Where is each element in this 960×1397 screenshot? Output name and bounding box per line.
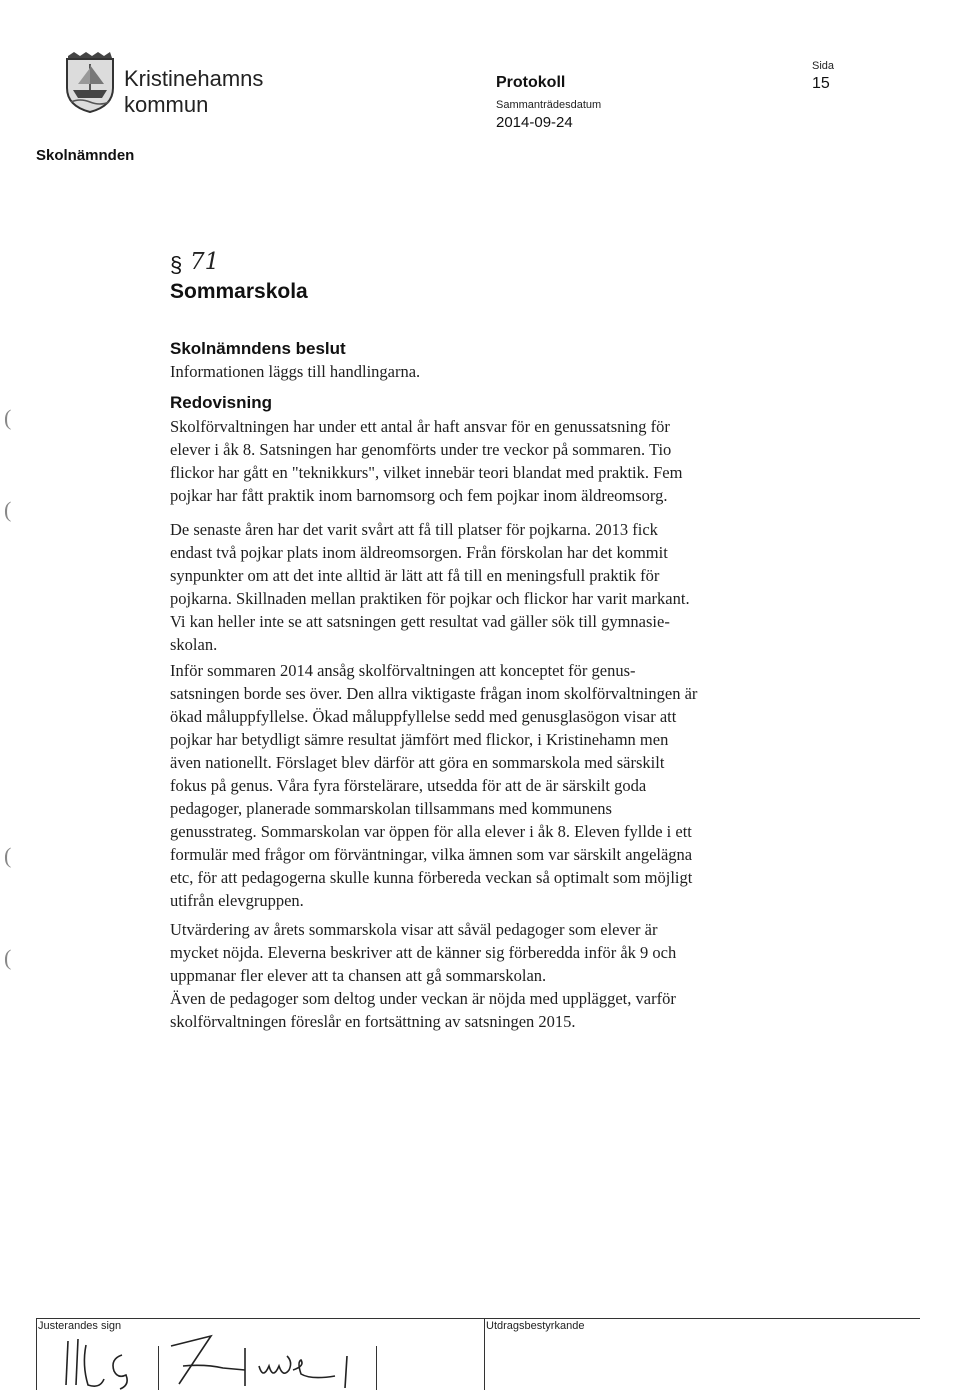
report-line: Skolförvaltningen har under ett antal år haft ansvar för en genussatsning för (170, 417, 670, 436)
footer-divider-tick (484, 1318, 485, 1390)
handwritten-signature (165, 1326, 355, 1390)
report-line: skolförvaltningen föreslår en fortsättning av satsningen 2015. (170, 1012, 576, 1031)
meeting-date: 2014-09-24 (496, 114, 573, 131)
footer-signature-label: Justerandes sign (38, 1320, 122, 1332)
report-line: De senaste åren har det varit svårt att få till platser för pojkarna. 2013 fick (170, 520, 658, 539)
committee-name: Skolnämnden (36, 147, 135, 164)
report-line: Inför sommaren 2014 ansåg skolförvaltningen att konceptet för genus- (170, 661, 636, 680)
report-line: Utvärdering av årets sommarskola visar att såväl pedagoger som elever är (170, 920, 658, 939)
margin-mark: ( (4, 497, 12, 522)
report-line: pojkar har betydligt sämre resultat jämfört med flickor, i Kristinehamn men (170, 730, 669, 749)
decision-heading: Skolnämndens beslut (170, 339, 346, 358)
report-line: endast två pojkar plats inom äldreomsorgen. Från förskolan har det kommit (170, 543, 668, 562)
document-type: Protokoll (496, 74, 566, 91)
page-number: 15 (812, 75, 830, 92)
footer-divider-tick (36, 1318, 37, 1390)
report-line: pedagoger, planerade sommarskolan tillsammans med kommunens (170, 799, 612, 818)
organization-name (124, 66, 263, 118)
report-line: skolan. (170, 635, 218, 654)
report-line: fokus på genus. Våra fyra förstelärare, utsedda för att de är särskilt goda (170, 776, 647, 795)
report-line: utifrån elevgruppen. (170, 891, 304, 910)
footer-certification-label: Utdragsbestyrkande (486, 1320, 585, 1332)
report-line: flickor har gått en "teknikkurs", vilket innebär teori blandat med praktik. Fem (170, 463, 683, 482)
footer-divider-tick (158, 1346, 159, 1390)
margin-mark: ( (4, 405, 12, 430)
report-line: etc, för att pedagogerna skulle kunna förbereda veckan så optimalt som möjligt (170, 868, 693, 887)
footer-divider (36, 1318, 920, 1319)
report-line: ökad måluppfyllelse. Ökad måluppfyllelse sedd med genusglasögon visar att (170, 707, 677, 726)
paragraph-number: 71 (190, 249, 220, 275)
report-line: genusstrateg. Sommarskolan var öppen för alla elever i åk 8. Eleven fyllde i ett (170, 822, 692, 841)
meeting-date-label: Sammanträdesdatum (496, 99, 602, 111)
report-line: Även de pedagoger som deltog under veckan är nöjda med upplägget, varför (170, 989, 676, 1008)
report-line: mycket nöjda. Eleverna beskriver att de känner sig förberedda inför åk 9 och (170, 943, 677, 962)
decision-text: Informationen läggs till handlingarna. (170, 362, 421, 381)
report-line: Vi kan heller inte se att satsningen gett resultat vad gäller sök till gymnasie- (170, 612, 670, 631)
report-line: pojkar har fått praktik inom barnomsorg och fem pojkar inom äldreomsorg. (170, 486, 668, 505)
paragraph-sign: § (170, 252, 183, 277)
report-line: satsningen borde ses över. Den allra viktigaste frågan inom skolförvaltningen är (170, 684, 698, 703)
report-heading: Redovisning (170, 393, 273, 412)
page-label: Sida (812, 60, 835, 72)
organization-name-line-1: Kristinehamns (124, 66, 264, 91)
organization-name-line-2: kommun (124, 92, 209, 117)
footer-divider-tick (376, 1346, 377, 1390)
report-line: pojkarna. Skillnaden mellan praktiken för pojkar och flickor har varit markant. (170, 589, 690, 608)
municipal-crest-ship-icon (64, 50, 116, 114)
report-line: synpunkter om att det inte alltid är lätt att få till en meningsfull praktik för (170, 566, 660, 585)
section-title: Sommarskola (170, 280, 308, 303)
margin-mark: ( (4, 843, 12, 868)
report-line: uppmanar fler elever att ta chansen att gå sommarskolan. (170, 966, 547, 985)
handwritten-initials-signature (60, 1335, 150, 1390)
report-line: elever i åk 8. Satsningen har genomförts under tre veckor på sommaren. Tio (170, 440, 672, 459)
report-line: även nationellt. Förslaget blev därför att göra en sommarskola med särskilt (170, 753, 665, 772)
report-line: formulär med frågor om förväntningar, vilka ämnen som var särskilt angelägna (170, 845, 693, 864)
margin-mark: ( (4, 945, 12, 970)
